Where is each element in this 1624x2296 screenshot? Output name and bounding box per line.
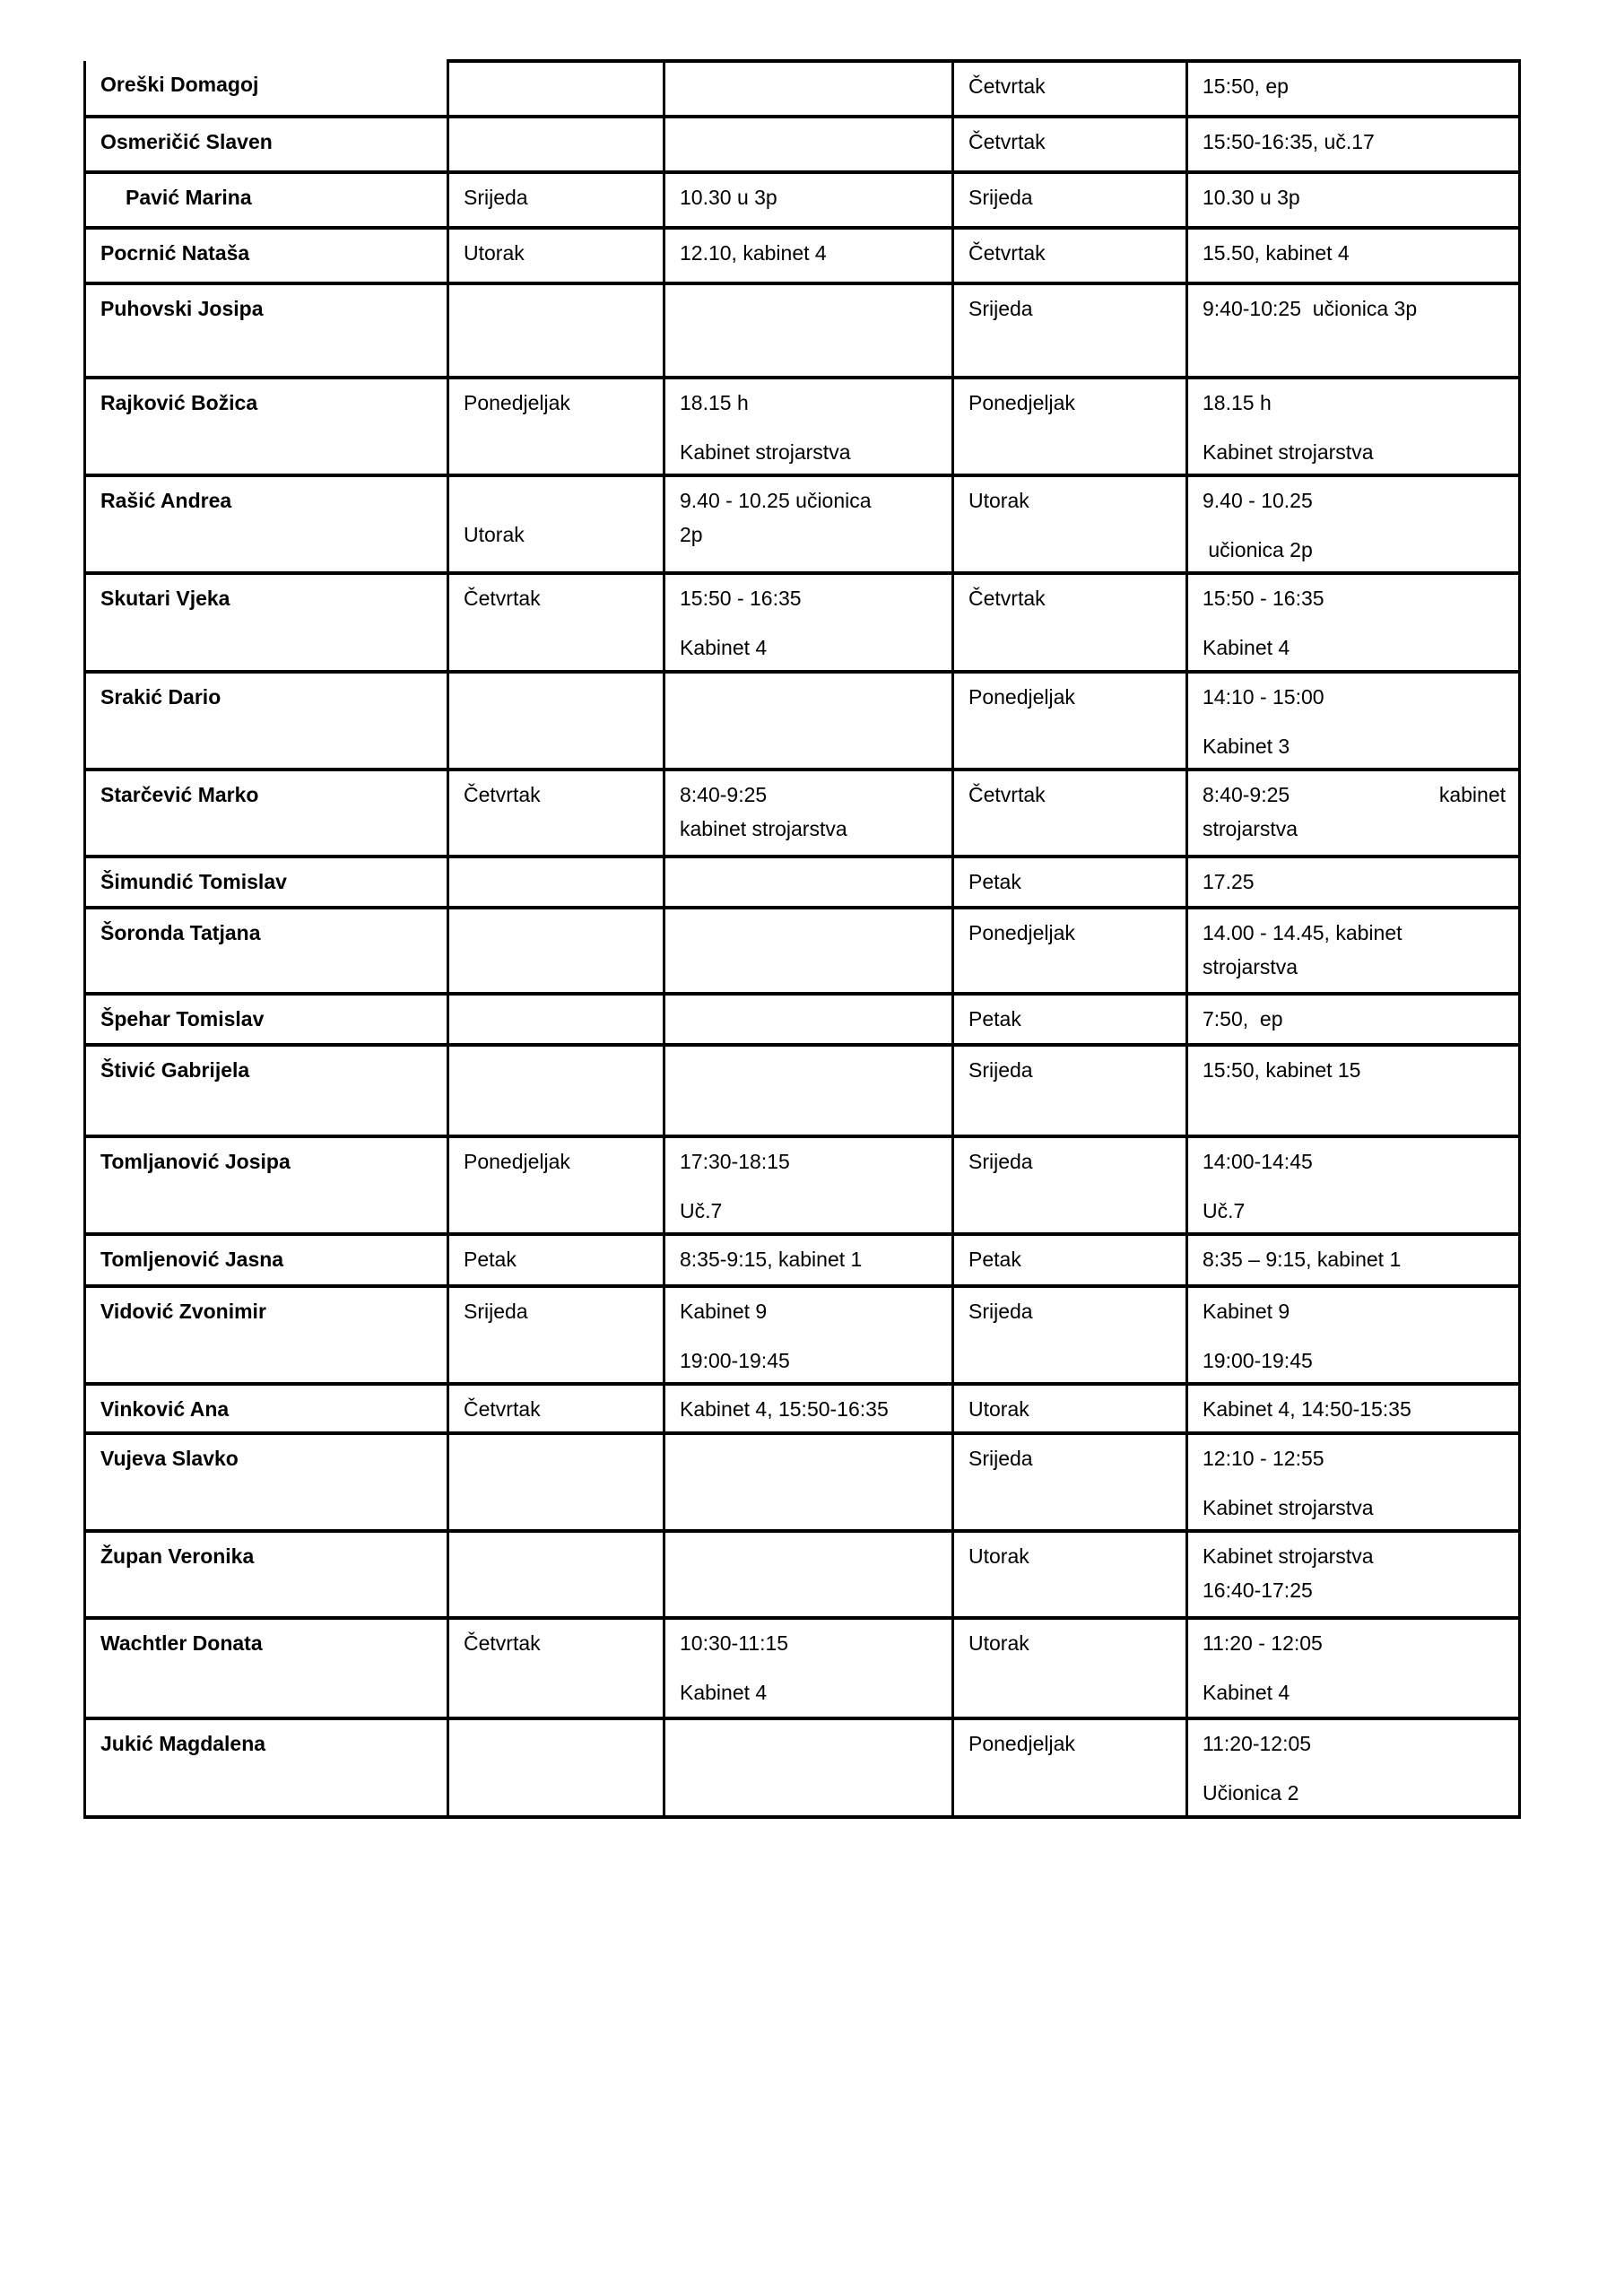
cell-text-line: Četvrtak <box>464 783 541 806</box>
cell-text-line: Kabinet 4, 15:50-16:35 <box>680 1397 889 1421</box>
cell-text-line: 14:10 - 15:00 <box>1203 685 1324 709</box>
time-cell-1 <box>664 672 953 770</box>
cell-text-line: Utorak <box>464 523 525 546</box>
day-cell-2 <box>953 117 1187 172</box>
cell-text-line: 11:20 - 12:05 <box>1203 1631 1323 1655</box>
teacher-name-cell <box>85 378 448 475</box>
cell-text-line: 9:40-10:25 učionica 3p <box>1203 297 1418 320</box>
day-cell-1 <box>448 908 664 994</box>
table-row <box>85 908 1520 994</box>
time-cell-2 <box>1187 283 1520 378</box>
cell-text-line: Uč.7 <box>1203 1199 1246 1222</box>
cell-text-line: strojarstva <box>1203 817 1298 840</box>
time-cell-1 <box>664 1718 953 1817</box>
time-cell-2 <box>1187 61 1520 117</box>
cell-text-line: Utorak <box>968 1397 1029 1421</box>
cell-text-line: 15:50 - 16:35 <box>1203 587 1324 610</box>
day-cell-1 <box>448 1618 664 1718</box>
day-cell-2 <box>953 1531 1187 1618</box>
cell-text-line: 18.15 h <box>1203 391 1272 414</box>
day-cell-1 <box>448 1433 664 1531</box>
day-cell-2 <box>953 228 1187 283</box>
cell-text-line: Petak <box>968 870 1021 893</box>
table-row <box>85 283 1520 378</box>
cell-text-line: Kabinet 4, 14:50-15:35 <box>1203 1397 1411 1421</box>
time-cell-2 <box>1187 1718 1520 1817</box>
time-cell-1 <box>664 1136 953 1234</box>
teacher-name-cell <box>85 672 448 770</box>
table-row <box>85 378 1520 475</box>
cell-text-line: Petak <box>464 1248 517 1271</box>
cell-text-line: 7:50, ep <box>1203 1007 1283 1031</box>
cell-text-line <box>464 487 650 515</box>
day-cell-2 <box>953 994 1187 1045</box>
day-cell-2 <box>953 378 1187 475</box>
time-cell-2 <box>1187 1618 1520 1718</box>
day-cell-1 <box>448 378 664 475</box>
time-cell-1 <box>664 1618 953 1718</box>
cell-text-line: Kabinet strojarstva <box>1203 440 1374 464</box>
cell-text-line: Srijeda <box>968 1058 1033 1082</box>
time-cell-2 <box>1187 1136 1520 1234</box>
teacher-name-cell <box>85 1384 448 1433</box>
teacher-name: Špehar Tomislav <box>100 1007 265 1031</box>
time-cell-1 <box>664 994 953 1045</box>
cell-text-line: 14:00-14:45 <box>1203 1150 1313 1173</box>
teacher-name-cell <box>85 1136 448 1234</box>
cell-text-line: 9.40 - 10.25 učionica <box>680 489 872 512</box>
cell-text-line: Ponedjeljak <box>464 391 570 414</box>
cell-text-line: Petak <box>968 1248 1021 1271</box>
teacher-name: Oreški Domagoj <box>100 73 259 96</box>
cell-text-line: 8:40-9:25 <box>680 783 768 806</box>
day-cell-2 <box>953 770 1187 857</box>
time-cell-2 <box>1187 770 1520 857</box>
time-cell-1 <box>664 573 953 672</box>
teacher-name: Šoronda Tatjana <box>100 921 261 944</box>
cell-text-line: Srijeda <box>968 1300 1033 1323</box>
cell-text-line: 12.10, kabinet 4 <box>680 241 827 265</box>
cell-text-line: 10.30 u 3p <box>1203 186 1300 209</box>
teacher-name: Skutari Vjeka <box>100 587 230 610</box>
cell-text-line: 17:30-18:15 <box>680 1150 790 1173</box>
teacher-name-cell <box>85 1531 448 1618</box>
cell-text-line: Četvrtak <box>464 587 541 610</box>
cell-text-line: 15:50, kabinet 15 <box>1203 1058 1361 1082</box>
day-cell-1 <box>448 1718 664 1817</box>
table-row <box>85 573 1520 672</box>
cell-text-line: Četvrtak <box>968 783 1046 806</box>
teacher-name-cell <box>85 1045 448 1136</box>
time-cell-1 <box>664 857 953 908</box>
cell-text-line: Kabinet 4 <box>680 636 768 659</box>
day-cell-2 <box>953 1286 1187 1384</box>
cell-text-line: Utorak <box>464 241 525 265</box>
cell-text-fragment: 8:40-9:25 <box>1203 783 1290 806</box>
teacher-name-cell <box>85 283 448 378</box>
teacher-name-cell <box>85 61 448 117</box>
cell-text-line: Ponedjeljak <box>968 921 1075 944</box>
day-cell-1 <box>448 1045 664 1136</box>
cell-text-line: Kabinet 3 <box>1203 735 1290 758</box>
time-cell-1 <box>664 1531 953 1618</box>
cell-text-line: Srijeda <box>464 1300 528 1323</box>
teacher-name-cell <box>85 117 448 172</box>
teacher-name: Tomljanović Josipa <box>100 1150 291 1173</box>
day-cell-1 <box>448 1531 664 1618</box>
teacher-name-cell <box>85 1286 448 1384</box>
day-cell-1 <box>448 994 664 1045</box>
cell-text-line: Četvrtak <box>464 1631 541 1655</box>
teacher-name: Vujeva Slavko <box>100 1447 239 1470</box>
teacher-name: Rajković Božica <box>100 391 258 414</box>
teacher-name-cell <box>85 1234 448 1286</box>
cell-text-line: 19:00-19:45 <box>680 1349 790 1372</box>
cell-text-line: 18.15 h <box>680 391 749 414</box>
table-row <box>85 994 1520 1045</box>
cell-text-line: Utorak <box>968 1631 1029 1655</box>
teacher-name: Vidović Zvonimir <box>100 1300 266 1323</box>
table-row <box>85 1234 1520 1286</box>
cell-text-line: Četvrtak <box>968 74 1046 98</box>
cell-text-line: 15:50-16:35, uč.17 <box>1203 130 1375 153</box>
teacher-name: Rašić Andrea <box>100 489 232 512</box>
cell-text-line: Četvrtak <box>968 241 1046 265</box>
day-cell-1 <box>448 228 664 283</box>
teacher-name: Župan Veronika <box>100 1544 255 1568</box>
cell-text-line: Ponedjeljak <box>968 685 1075 709</box>
teacher-name-cell <box>85 1718 448 1817</box>
teacher-name: Tomljenović Jasna <box>100 1248 284 1271</box>
teacher-name: Osmeričić Slaven <box>100 130 273 153</box>
schedule-table <box>83 59 1521 1819</box>
day-cell-1 <box>448 1286 664 1384</box>
table-row <box>85 770 1520 857</box>
time-cell-2 <box>1187 1286 1520 1384</box>
cell-text-line: Četvrtak <box>968 130 1046 153</box>
day-cell-2 <box>953 672 1187 770</box>
cell-text-line: 15:50 - 16:35 <box>680 587 802 610</box>
table-row <box>85 117 1520 172</box>
cell-text-line: 10:30-11:15 <box>680 1631 789 1655</box>
table-row <box>85 1433 1520 1531</box>
table-row <box>85 1286 1520 1384</box>
cell-text-line: Utorak <box>968 1544 1029 1568</box>
day-cell-1 <box>448 1384 664 1433</box>
cell-text-line: strojarstva <box>1203 955 1298 978</box>
teacher-name-cell <box>85 475 448 573</box>
time-cell-2 <box>1187 1531 1520 1618</box>
cell-text-line: Ponedjeljak <box>464 1150 570 1173</box>
time-cell-1 <box>664 172 953 228</box>
teacher-name: Puhovski Josipa <box>100 297 264 320</box>
cell-text-line: 17.25 <box>1203 870 1255 893</box>
day-cell-1 <box>448 573 664 672</box>
time-cell-2 <box>1187 378 1520 475</box>
teacher-name: Pocrnić Nataša <box>100 241 250 265</box>
cell-text-line: Kabinet strojarstva <box>1203 1496 1374 1519</box>
time-cell-2 <box>1187 1384 1520 1433</box>
day-cell-1 <box>448 283 664 378</box>
teacher-name-cell <box>85 908 448 994</box>
cell-text-line: Petak <box>968 1007 1021 1031</box>
table-row <box>85 1384 1520 1433</box>
teacher-name: Jukić Magdalena <box>100 1732 266 1755</box>
time-cell-1 <box>664 475 953 573</box>
cell-text-line: 14.00 - 14.45, kabinet <box>1203 921 1403 944</box>
day-cell-2 <box>953 61 1187 117</box>
time-cell-2 <box>1187 1433 1520 1531</box>
time-cell-1 <box>664 770 953 857</box>
cell-text-line: 12:10 - 12:55 <box>1203 1447 1324 1470</box>
cell-text-line: 11:20-12:05 <box>1203 1732 1312 1755</box>
day-cell-1 <box>448 1136 664 1234</box>
time-cell-2 <box>1187 908 1520 994</box>
time-cell-2 <box>1187 228 1520 283</box>
cell-text-line: Utorak <box>968 489 1029 512</box>
day-cell-1 <box>448 672 664 770</box>
cell-text-line: 8:35-9:15, kabinet 1 <box>680 1248 863 1271</box>
day-cell-2 <box>953 1136 1187 1234</box>
time-cell-2 <box>1187 1234 1520 1286</box>
time-cell-2 <box>1187 994 1520 1045</box>
day-cell-2 <box>953 1234 1187 1286</box>
table-row <box>85 1531 1520 1618</box>
time-cell-2 <box>1187 672 1520 770</box>
day-cell-2 <box>953 1433 1187 1531</box>
document-page <box>83 59 1521 1819</box>
teacher-name: Vinković Ana <box>100 1397 230 1421</box>
time-cell-1 <box>664 61 953 117</box>
cell-text-line <box>1203 781 1506 809</box>
table-row <box>85 475 1520 573</box>
cell-text-line: 15.50, kabinet 4 <box>1203 241 1350 265</box>
table-row <box>85 1136 1520 1234</box>
time-cell-1 <box>664 283 953 378</box>
cell-text-line: Srijeda <box>968 1447 1033 1470</box>
table-row <box>85 172 1520 228</box>
teacher-name-cell <box>85 573 448 672</box>
cell-text-line: Kabinet 4 <box>680 1681 768 1704</box>
time-cell-1 <box>664 378 953 475</box>
cell-text-line: Ponedjeljak <box>968 1732 1075 1755</box>
cell-text-line: Četvrtak <box>464 1397 541 1421</box>
cell-text-line: Ponedjeljak <box>968 391 1075 414</box>
table-row <box>85 1618 1520 1718</box>
cell-text-line: Srijeda <box>968 1150 1033 1173</box>
time-cell-1 <box>664 1384 953 1433</box>
time-cell-1 <box>664 228 953 283</box>
day-cell-2 <box>953 283 1187 378</box>
cell-text-line: Kabinet strojarstva <box>1203 1544 1374 1568</box>
cell-text-line: 19:00-19:45 <box>1203 1349 1313 1372</box>
cell-text-line: Kabinet 9 <box>680 1300 768 1323</box>
time-cell-1 <box>664 1286 953 1384</box>
cell-text-line: Kabinet 4 <box>1203 636 1290 659</box>
table-row <box>85 1718 1520 1817</box>
time-cell-2 <box>1187 172 1520 228</box>
day-cell-2 <box>953 475 1187 573</box>
cell-text-line: Kabinet 4 <box>1203 1681 1290 1704</box>
day-cell-1 <box>448 857 664 908</box>
teacher-name-cell <box>85 1433 448 1531</box>
day-cell-2 <box>953 908 1187 994</box>
table-row <box>85 228 1520 283</box>
day-cell-2 <box>953 1718 1187 1817</box>
table-row <box>85 672 1520 770</box>
table-row <box>85 857 1520 908</box>
cell-text-line: Srijeda <box>968 186 1033 209</box>
day-cell-1 <box>448 61 664 117</box>
time-cell-1 <box>664 1234 953 1286</box>
day-cell-2 <box>953 1384 1187 1433</box>
cell-text-line: 8:35 – 9:15, kabinet 1 <box>1203 1248 1402 1271</box>
teacher-name-cell <box>85 172 448 228</box>
teacher-name: Pavić Marina <box>126 186 252 209</box>
teacher-name-cell <box>85 770 448 857</box>
time-cell-1 <box>664 1045 953 1136</box>
cell-text-line: Učionica 2 <box>1203 1781 1299 1805</box>
teacher-name-cell <box>85 857 448 908</box>
day-cell-1 <box>448 1234 664 1286</box>
day-cell-2 <box>953 573 1187 672</box>
cell-text-line: Kabinet strojarstva <box>680 440 851 464</box>
time-cell-2 <box>1187 117 1520 172</box>
cell-text-line: 9.40 - 10.25 <box>1203 489 1313 512</box>
cell-text-line: Kabinet 9 <box>1203 1300 1290 1323</box>
day-cell-2 <box>953 857 1187 908</box>
teacher-name: Šimundić Tomislav <box>100 870 287 893</box>
time-cell-1 <box>664 117 953 172</box>
day-cell-2 <box>953 1045 1187 1136</box>
teacher-name-cell <box>85 228 448 283</box>
cell-text-line: 15:50, ep <box>1203 74 1289 98</box>
day-cell-2 <box>953 172 1187 228</box>
time-cell-2 <box>1187 857 1520 908</box>
day-cell-2 <box>953 1618 1187 1718</box>
day-cell-1 <box>448 475 664 573</box>
cell-text-line: Srijeda <box>968 297 1033 320</box>
cell-text-line: 2p <box>680 523 703 546</box>
teacher-name-cell <box>85 994 448 1045</box>
time-cell-1 <box>664 1433 953 1531</box>
time-cell-2 <box>1187 475 1520 573</box>
teacher-name: Srakić Dario <box>100 685 221 709</box>
cell-text-line: učionica 2p <box>1203 538 1313 561</box>
cell-text-line: 16:40-17:25 <box>1203 1578 1313 1602</box>
cell-text-line: Četvrtak <box>968 587 1046 610</box>
table-row <box>85 61 1520 117</box>
time-cell-1 <box>664 908 953 994</box>
day-cell-1 <box>448 172 664 228</box>
cell-text-fragment: kabinet <box>1438 783 1506 806</box>
day-cell-1 <box>448 770 664 857</box>
teacher-name-cell <box>85 1618 448 1718</box>
day-cell-1 <box>448 117 664 172</box>
table-row <box>85 1045 1520 1136</box>
time-cell-2 <box>1187 1045 1520 1136</box>
cell-text-line: 10.30 u 3p <box>680 186 777 209</box>
time-cell-2 <box>1187 573 1520 672</box>
teacher-name: Wachtler Donata <box>100 1631 263 1655</box>
teacher-name: Starčević Marko <box>100 783 259 806</box>
cell-text-line: Uč.7 <box>680 1199 723 1222</box>
teacher-name: Štivić Gabrijela <box>100 1058 250 1082</box>
cell-text-line: kabinet strojarstva <box>680 817 847 840</box>
cell-text-line: Srijeda <box>464 186 528 209</box>
